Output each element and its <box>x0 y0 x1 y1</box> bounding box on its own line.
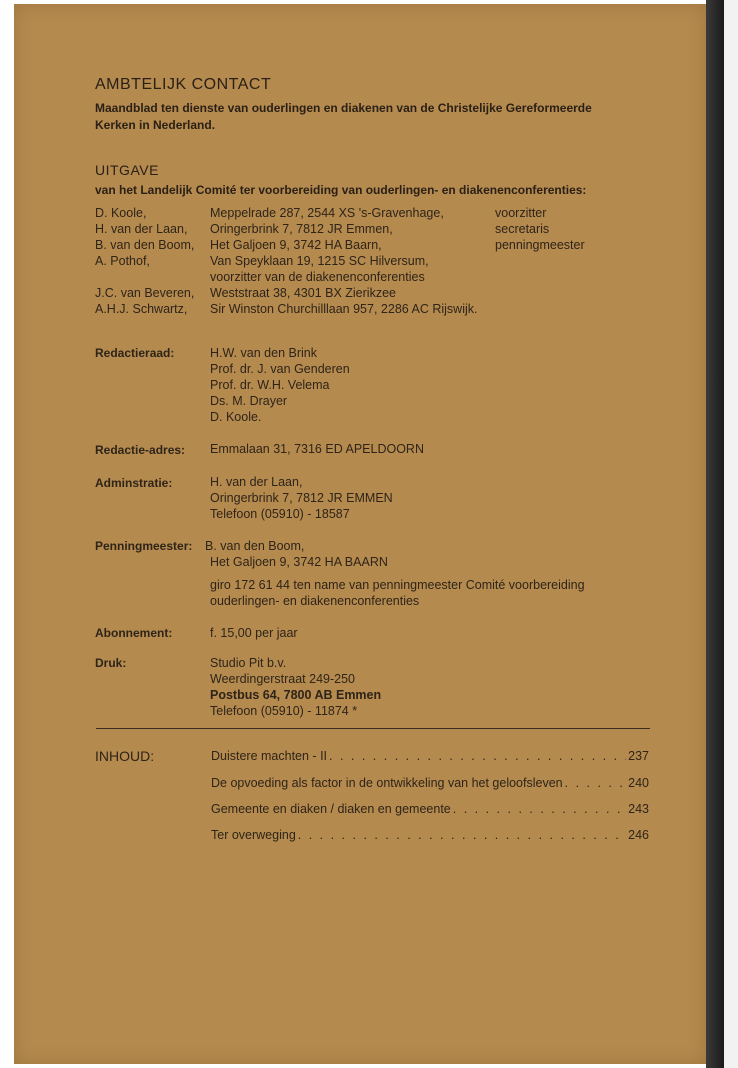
binding-spine <box>706 0 724 1068</box>
administratie-line: Oringerbrink 7, 7812 JR EMMEN <box>210 491 393 505</box>
magazine-subtitle-line2: Kerken in Nederland. <box>95 118 216 132</box>
toc-leader <box>453 802 626 820</box>
administratie-line: Telefoon (05910) - 18587 <box>210 507 350 521</box>
toc-entry[interactable] <box>211 749 649 767</box>
redactie-adres-value: Emmalaan 31, 7316 ED APELDOORN <box>210 442 424 456</box>
penningmeester-label: Penningmeester: <box>95 539 193 553</box>
magazine-title: AMBTELIJK CONTACT <box>95 76 272 93</box>
member-address: Weststraat 38, 4301 BX Zierikzee <box>210 286 396 300</box>
toc-entry[interactable] <box>211 828 649 846</box>
member-name: A. Pothof, <box>95 254 150 268</box>
toc-page: 237 <box>628 749 649 763</box>
toc-title: Ter overweging <box>211 828 296 842</box>
giro-line1: giro 172 61 44 ten name van penningmeester Comité voorbereiding <box>210 578 585 592</box>
member-address: Meppelrade 287, 2544 XS 's-Gravenhage, <box>210 206 444 220</box>
toc-title: Duistere machten - II <box>211 749 328 763</box>
administratie-label: Adminstratie: <box>95 476 173 490</box>
druk-postbus: Postbus 64, 7800 AB Emmen <box>210 688 382 702</box>
member-role: voorzitter <box>495 206 547 220</box>
druk-label: Druk: <box>95 656 127 670</box>
member-role: secretaris <box>495 222 550 236</box>
member-address: Oringerbrink 7, 7812 JR Emmen, <box>210 222 393 236</box>
page-sheet <box>14 4 706 1064</box>
member-name: H. van der Laan, <box>95 222 188 236</box>
redactieraad-line: Prof. dr. W.H. Velema <box>210 378 330 392</box>
druk-telefoon: Telefoon (05910) - 11874 * <box>210 704 358 718</box>
toc-entry[interactable] <box>211 802 649 820</box>
member-address: voorzitter van de diakenenconferenties <box>210 270 425 284</box>
section-divider <box>96 728 650 729</box>
toc-leader <box>329 749 626 767</box>
member-name: D. Koole, <box>95 206 147 220</box>
giro-line2: ouderlingen- en diakenenconferenties <box>210 594 420 608</box>
uitgave-intro: van het Landelijk Comité ter voorbereiding van ouderlingen- en diakenenconferenties: <box>95 183 587 197</box>
toc-page: 240 <box>628 776 649 790</box>
redactieraad-line: H.W. van den Brink <box>210 346 317 360</box>
member-name: J.C. van Beveren, <box>95 286 195 300</box>
member-name: B. van den Boom, <box>95 238 195 252</box>
penningmeester-line: B. van den Boom, <box>205 539 305 553</box>
toc-title: De opvoeding als factor in de ontwikkeling van het geloofsleven <box>211 776 563 790</box>
toc-entry[interactable] <box>211 776 649 794</box>
magazine-subtitle-line1: Maandblad ten dienste van ouderlingen en diakenen van de Christelijke Gereformeerde <box>95 101 592 115</box>
abonnement-label: Abonnement: <box>95 626 173 640</box>
member-name: A.H.J. Schwartz, <box>95 302 188 316</box>
druk-line: Weerdingerstraat 249-250 <box>210 672 355 686</box>
redactieraad-line: Prof. dr. J. van Genderen <box>210 362 350 376</box>
redactieraad-line: D. Koole. <box>210 410 262 424</box>
redactieraad-line: Ds. M. Drayer <box>210 394 288 408</box>
member-role: penningmeester <box>495 238 585 252</box>
druk-line: Studio Pit b.v. <box>210 656 287 670</box>
redactieraad-label: Redactieraad: <box>95 346 175 360</box>
page-edge <box>724 0 738 1068</box>
toc-leader <box>565 776 627 794</box>
toc-page: 243 <box>628 802 649 816</box>
inhoud-label: INHOUD: <box>95 748 155 764</box>
penningmeester-line: Het Galjoen 9, 3742 HA BAARN <box>210 555 388 569</box>
toc-page: 246 <box>628 828 649 842</box>
toc-title: Gemeente en diaken / diaken en gemeente <box>211 802 451 816</box>
member-address: Van Speyklaan 19, 1215 SC Hilversum, <box>210 254 429 268</box>
member-address: Sir Winston Churchilllaan 957, 2286 AC Rijswijk. <box>210 302 478 316</box>
redactie-adres-label: Redactie-adres: <box>95 443 186 457</box>
abonnement-value: f. 15,00 per jaar <box>210 626 298 640</box>
administratie-line: H. van der Laan, <box>210 475 303 489</box>
toc-leader <box>298 828 626 846</box>
uitgave-heading: UITGAVE <box>95 162 159 178</box>
member-address: Het Galjoen 9, 3742 HA Baarn, <box>210 238 382 252</box>
